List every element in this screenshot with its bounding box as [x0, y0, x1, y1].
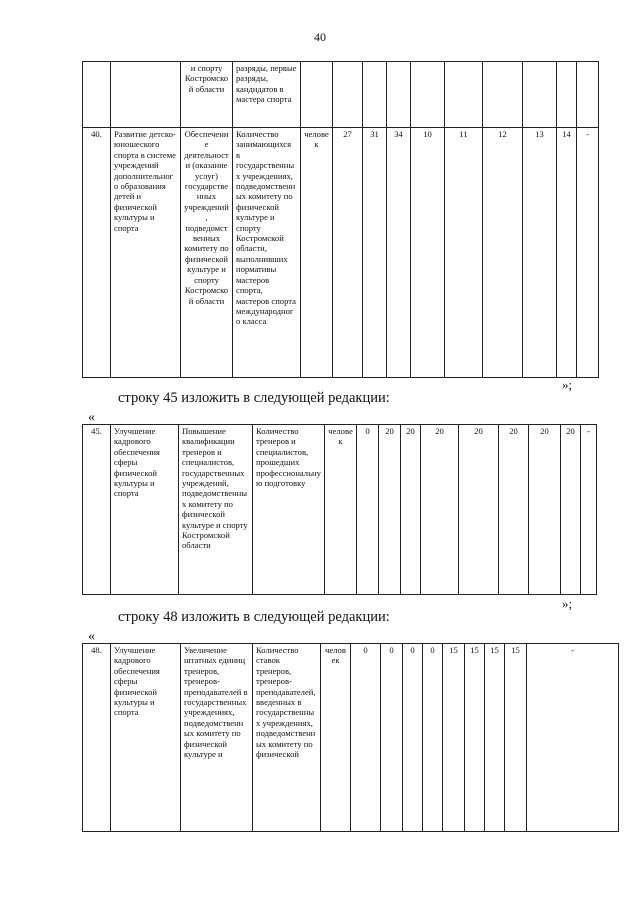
table-row [83, 128, 599, 378]
cell-indicator: Количество занимающихся в государственных учреждениях, подведомственных комитету по физической культуре и спорту Костромской области, выполнивших нормативы мастеров спорта, мастеров спорта международного класса [233, 128, 301, 378]
cell-value: 12 [483, 128, 523, 378]
cell-value: 34 [387, 128, 411, 378]
cell-value: 15 [485, 644, 505, 832]
cell-executor: и спорту Костромской области [181, 62, 233, 128]
cell-executor: Увеличение штатных единиц тренеров, тренеров-преподавателей в государственных учреждениях, подведомственных комитету по физической культуре и [181, 644, 253, 832]
closing-quote: »; [562, 377, 573, 392]
cell-value: 20 [401, 425, 421, 595]
page-number: 40 [314, 30, 326, 44]
cell-number: 48. [83, 644, 111, 832]
cell-value: 15 [443, 644, 465, 832]
cell-value: - [577, 128, 599, 378]
cell-value: 10 [411, 128, 445, 378]
cell-value: 31 [363, 128, 387, 378]
cell-unit: человек [301, 128, 333, 378]
cell-value: 15 [465, 644, 485, 832]
cell-executor: Обеспечение деятельности (оказание услуг) государственных учреждений, подведомственных комитету по физической культуре и спорту Костромской области [181, 128, 233, 378]
cell-value: 0 [351, 644, 381, 832]
opening-quote: « [88, 410, 95, 425]
cell-executor: Повышение квалификации тренеров и специалистов, государственных учреждений, подведомственных комитету по физической культуре и спорту Костромской области [179, 425, 253, 595]
closing-quote: »; [562, 596, 573, 611]
cell-value: 15 [505, 644, 527, 832]
cell-value: 13 [523, 128, 557, 378]
cell-value: 0 [357, 425, 379, 595]
cell-value: 14 [557, 128, 577, 378]
cell-name: Улучшение кадрового обеспечения сферы физической культуры и спорта [111, 425, 179, 595]
cell-value: 0 [381, 644, 403, 832]
cell-number: 40. [83, 128, 111, 378]
cell-indicator: разряды, первые разряды, кандидатов в мастера спорта [233, 62, 301, 128]
cell-number: 45. [83, 425, 111, 595]
cell-value: 20 [529, 425, 561, 595]
cell-unit: человек [325, 425, 357, 595]
cell-indicator: Количество тренеров и специалистов, прошедших профессиональную подготовку [253, 425, 325, 595]
cell-value: 20 [499, 425, 529, 595]
table-row-48 [82, 643, 619, 832]
cell-name [111, 62, 181, 128]
cell-value: 0 [403, 644, 423, 832]
cell-unit: человек [321, 644, 351, 832]
instruction-text: строку 48 изложить в следующей редакции: [118, 609, 390, 625]
cell-value: - [527, 644, 619, 832]
cell-value: 20 [459, 425, 499, 595]
table-row-40 [82, 61, 599, 378]
cell-value: 20 [561, 425, 581, 595]
cell-indicator: Количество ставок тренеров, тренеров-преподавателей, введенных в государственных учреждениях, подведомственных комитету по физической [253, 644, 321, 832]
cell-value: 11 [445, 128, 483, 378]
cell-name: Развитие детско-юношеского спорта в системе учреждений дополнительного образования детей и физической культуры и спорта [111, 128, 181, 378]
cell-value: 27 [333, 128, 363, 378]
cell-value: 20 [421, 425, 459, 595]
cell-value: - [581, 425, 597, 595]
cell-value: 0 [423, 644, 443, 832]
table-row [83, 62, 599, 128]
cell-value: 20 [379, 425, 401, 595]
instruction-text: строку 45 изложить в следующей редакции: [118, 390, 390, 406]
table-row [83, 425, 597, 595]
table-row-45 [82, 424, 597, 595]
table-row [83, 644, 619, 832]
opening-quote: « [88, 629, 95, 644]
cell-name: Улучшение кадрового обеспечения сферы физической культуры и спорта [111, 644, 181, 832]
